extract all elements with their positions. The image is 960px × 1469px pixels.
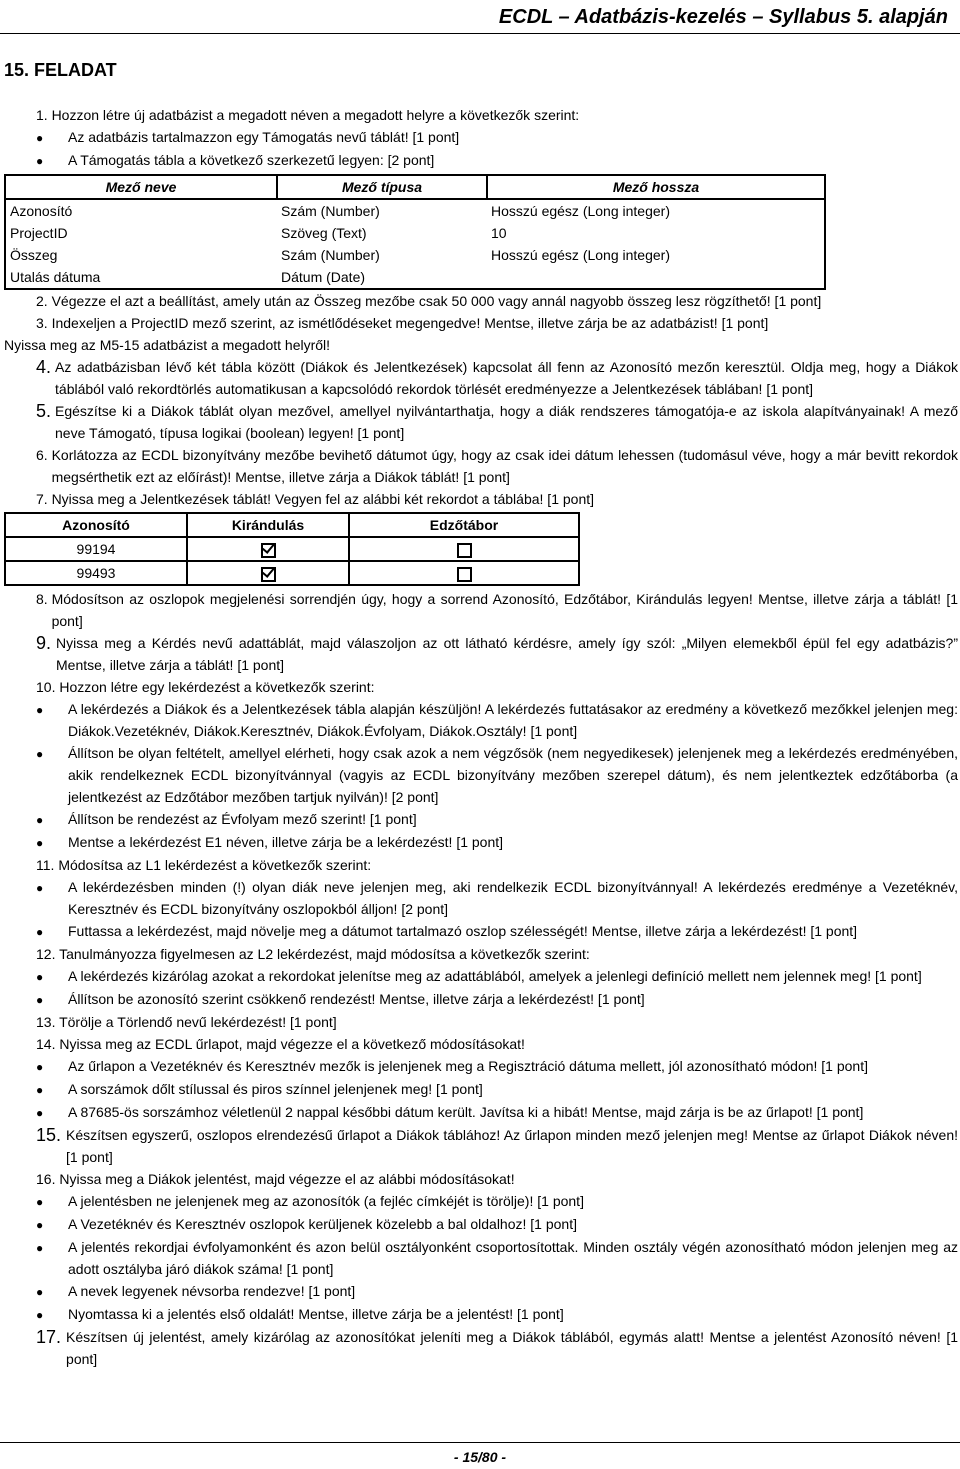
table-cell: Azonosító xyxy=(5,199,277,222)
bullet-icon xyxy=(36,831,68,854)
checked-checkbox-icon[interactable] xyxy=(261,543,276,558)
task-11: 11. Módosítsa az L1 lekérdezést a következők szerint: xyxy=(36,857,372,873)
table-row xyxy=(5,561,579,585)
list-item: ● A lekérdezés a Diákok és a Jelentkezések tábla alapján készüljön! A lekérdezés futtatásakor az eredmény a következő mezőkkel jelenjen meg: Diákok.Vezetéknév, Diákok.Keresztnév, Diákok.Évfolyam, Diákok.Osztály! [1 pont] xyxy=(4,698,958,742)
task-6: 6. Korlátozza az ECDL bizonyítvány mezőbe bevihető dátumot úgy, hogy az csak idei dátum lehessen (tudomásul véve, hogy a már bevitt rekordok megsérthetik ezt az előírást)! Mentse, illetve zárja a Diákok táblát! [1 pont] xyxy=(36,447,958,485)
table-row xyxy=(5,537,579,561)
list-item: ● A lekérdezésben minden (!) olyan diák neve jelenjen meg, aki rendelkezik ECDL bizonyítvánnyal! A lekérdezés eredménye a Vezetéknév, Keresztnév és ECDL bizonyítvány oszlopokból álljon! [2 pont] xyxy=(4,876,958,920)
table-row xyxy=(5,266,825,289)
table-row xyxy=(5,222,825,244)
list-item: ● A lekérdezés kizárólag azokat a rekordokat jelenítse meg az adattáblából, amelyek a jelenlegi definíció mellett nem jelennek meg! [1 pont] xyxy=(4,965,958,988)
bullet-icon xyxy=(36,1280,68,1303)
task-7: 7. Nyissa meg a Jelentkezések táblát! Vegyen fel az alábbi két rekordot a táblába! [1 pont] xyxy=(36,491,595,507)
list-item: ● Az űrlapon a Vezetéknév és Keresztnév mezők is jelenjenek meg a Regisztráció dátuma mellett, jól azonosítható módon! [1 pont] xyxy=(4,1055,958,1078)
bullet-icon xyxy=(36,742,68,765)
table-cell xyxy=(187,561,349,585)
list-item: ● Nyomtassa ki a jelentés első oldalát! Mentse, illetve zárja be a jelentést! [1 pont] xyxy=(4,1303,958,1326)
list-item: ● A nevek legyenek névsorba rendezve! [1 pont] xyxy=(4,1280,958,1303)
table-row xyxy=(5,199,825,222)
table-header-row xyxy=(5,513,579,537)
bullet-icon xyxy=(36,698,68,721)
table-cell: ProjectID xyxy=(5,222,277,244)
bullet-icon xyxy=(36,126,68,149)
task-14: 14. Nyissa meg az ECDL űrlapot, majd végezze el a következő módosításokat! xyxy=(36,1036,525,1052)
list-item: ● A jelentés rekordjai évfolyamonként és azon belül osztályonként csoportosítottak. Minden osztály végén azonosítható módon jelenjen meg az adott osztályba járó diákok száma! [1 pont] xyxy=(4,1236,958,1280)
bullet-icon xyxy=(36,965,68,988)
column-header: Edzőtábor xyxy=(349,513,579,537)
bullet-icon xyxy=(36,808,68,831)
bullet-icon xyxy=(36,1303,68,1326)
table-header-row xyxy=(5,175,825,199)
table-cell: Szám (Number) xyxy=(281,247,380,263)
column-header: Mező típusa xyxy=(277,175,487,199)
task-15: 15. Készítsen egyszerű, oszlopos elrendezésű űrlapot a Diákok táblához! Az űrlapon minden mező jelenjen meg! Mentse az űrlapot Diákok néven! [1 pont] xyxy=(36,1125,958,1165)
list-item: ● Állítson be rendezést az Évfolyam mező szerint! [1 pont] xyxy=(4,808,958,831)
list-item: ● Állítson be olyan feltételt, amellyel elérheti, hogy csak azok a nem végzősök (nem negyedikesek) jelenjenek meg a lekérdezés eredményében, akik rendelkeznek ECDL bizonyítvánnyal (vagyis az ECDL bizonyítvány mezőben szerepel dátum), és nem jelentkeztek edzőtáborba (a jelentkezést az Edzőtábor mezőben tartjuk nyilván)! [2 pont] xyxy=(4,742,958,808)
task-1-intro: 1. Hozzon létre új adatbázist a megadott néven a megadott helyre a következők szerint: xyxy=(36,107,580,123)
table-cell: Összeg xyxy=(5,244,277,266)
task-4: 4. Az adatbázisban lévő két tábla között (Diákok és Jelentkezések) kapcsolat áll fenn az Azonosító mezőn keresztül. Oldja meg, hogy a Diákok táblából való rekordtörlés automatikusan a kapcsolódó rekordok törlését eredményezze a Jelentkezések táblában! [1 pont] xyxy=(36,357,958,397)
list-item: ● A sorszámok dőlt stílussal és piros színnel jelenjenek meg! [1 pont] xyxy=(4,1078,958,1101)
table-cell: Hosszú egész (Long integer) xyxy=(487,199,825,222)
task-5: 5. Egészítse ki a Diákok táblát olyan mezővel, amellyel nyilvántarthatja, hogy a diák rendszeres támogatója-e az iskola alapítványainak! A mező neve Támogató, típusa logikai (boolean) legyen! [1 pont] xyxy=(36,401,958,441)
header-rule xyxy=(0,33,960,34)
table-cell: 99194 xyxy=(5,537,187,561)
bullet-icon xyxy=(36,1101,68,1124)
bullet-icon xyxy=(36,149,68,172)
document-header: ECDL – Adatbázis-kezelés – Syllabus 5. alapján xyxy=(498,6,948,28)
table-cell: Utalás dátuma xyxy=(5,266,277,289)
list-item: ● A Vezetéknév és Keresztnév oszlopok kerüljenek közelebb a bal oldalhoz! [1 pont] xyxy=(4,1213,958,1236)
bullet-icon xyxy=(36,1055,68,1078)
footer-rule xyxy=(0,1442,960,1443)
bullet-icon xyxy=(36,1236,68,1259)
bullet-icon xyxy=(36,988,68,1011)
task-16: 16. Nyissa meg a Diákok jelentést, majd végezze el az alábbi módosításokat! xyxy=(36,1171,515,1187)
list-item: ● Állítson be azonosító szerint csökkenő rendezést! Mentse, illetve zárja a lekérdezést! [1 pont] xyxy=(4,988,958,1011)
table-cell xyxy=(349,537,579,561)
bullet-icon xyxy=(36,1078,68,1101)
unchecked-checkbox-icon[interactable] xyxy=(457,543,472,558)
structure-table xyxy=(4,174,826,290)
task-8: 8. Módosítson az oszlopok megjelenési sorrendjén úgy, hogy a sorrend Azonosító, Edzőtábor, Kirándulás legyen! Mentse, illetve zárja a táblát! [1 pont] xyxy=(36,591,958,629)
bullet-icon xyxy=(36,1213,68,1236)
column-header: Mező hossza xyxy=(487,175,825,199)
task-10: 10. Hozzon létre egy lekérdezést a következők szerint: xyxy=(36,679,375,695)
table-cell xyxy=(487,266,825,289)
table-cell: 99493 xyxy=(5,561,187,585)
task-2: 2. Végezze el azt a beállítást, amely után az Összeg mezőbe csak 50 000 vagy annál nagyobb összeg lesz rögzíthető! [1 pont] xyxy=(36,293,822,309)
task-3: 3. Indexeljen a ProjectID mező szerint, az ismétlődéseket megengedve! Mentse, illetve zárja be az adatbázist! [1 pont] xyxy=(36,315,769,331)
column-header: Kirándulás xyxy=(187,513,349,537)
table-cell: 10 xyxy=(487,222,825,244)
page-title: 15. FELADAT xyxy=(4,60,117,80)
list-item: ● A jelentésben ne jelenjenek meg az azonosítók (a fejléc címkéjét is törölje)! [1 pont] xyxy=(4,1190,958,1213)
task-3-followup: Nyissa meg az M5-15 adatbázist a megadott helyről! xyxy=(4,337,331,353)
table-cell: Szám (Number) xyxy=(281,203,380,219)
task-13: 13. Törölje a Törlendő nevű lekérdezést! [1 pont] xyxy=(36,1014,337,1030)
list-item: ● A Támogatás tábla a következő szerkezetű legyen: [2 pont] xyxy=(4,149,958,172)
bullet-icon xyxy=(36,920,68,943)
task-12: 12. Tanulmányozza figyelmesen az L2 lekérdezést, majd módosítsa a következők szerint: xyxy=(36,946,590,962)
unchecked-checkbox-icon[interactable] xyxy=(457,567,472,582)
records-table xyxy=(4,512,580,586)
checked-checkbox-icon[interactable] xyxy=(261,567,276,582)
column-header: Mező neve xyxy=(5,175,277,199)
table-row xyxy=(5,244,825,266)
table-cell: Dátum (Date) xyxy=(277,266,487,289)
task-17: 17. Készítsen új jelentést, amely kizárólag az azonosítókat jeleníti meg a Diákok táblából, egymás alatt! Mentse a jelentést Azonosító néven! [1 pont] xyxy=(36,1327,958,1367)
table-cell xyxy=(349,561,579,585)
task-content xyxy=(4,104,958,1370)
list-item: ● Mentse a lekérdezést E1 néven, illetve zárja be a lekérdezést! [1 pont] xyxy=(4,831,958,854)
column-header: Azonosító xyxy=(5,513,187,537)
list-item: ● Az adatbázis tartalmazzon egy Támogatás nevű táblát! [1 pont] xyxy=(4,126,958,149)
task-9: 9. Nyissa meg a Kérdés nevű adattáblát, majd válaszoljon az ott látható kérdésre, amely így szól: „Milyen elemekből épül fel egy adatbázis?” Mentse, illetve zárja a táblát! [1 pont] xyxy=(36,633,958,673)
list-item: ● Futtassa a lekérdezést, majd növelje meg a dátumot tartalmazó oszlop szélességét! Mentse, illetve zárja a lekérdezést! [1 pont] xyxy=(4,920,958,943)
list-item: ● A 87685-ös sorszámhoz véletlenül 2 nappal későbbi dátum került. Javítsa ki a hibát! Mentse, majd zárja is be az űrlapot! [1 pont] xyxy=(4,1101,958,1124)
bullet-icon xyxy=(36,876,68,899)
table-cell: Szöveg (Text) xyxy=(281,225,367,241)
page-number: - 15/80 - xyxy=(453,1449,507,1465)
bullet-icon xyxy=(36,1190,68,1213)
table-cell: Hosszú egész (Long integer) xyxy=(487,244,825,266)
table-cell xyxy=(187,537,349,561)
